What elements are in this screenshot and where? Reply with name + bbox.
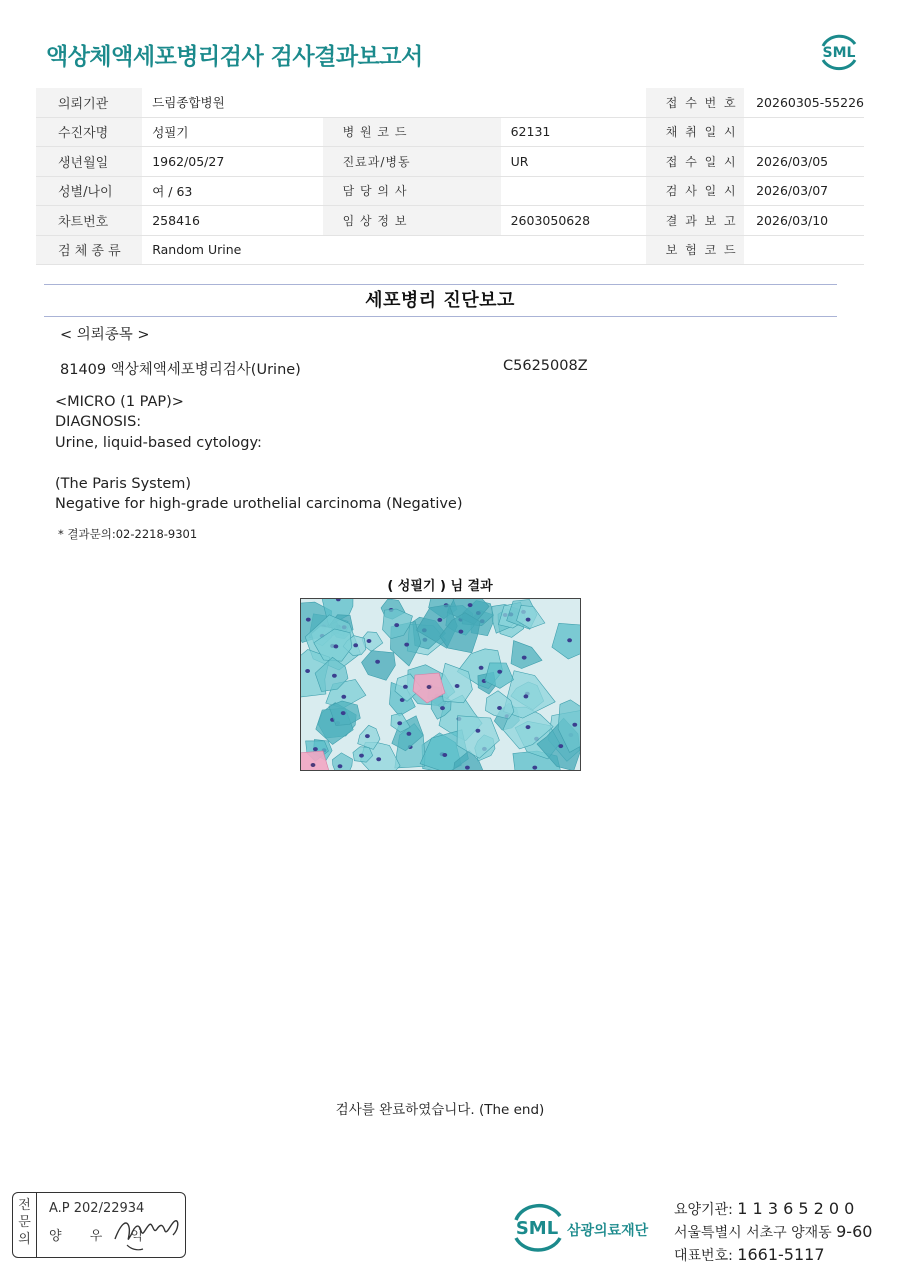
info-row	[36, 117, 864, 147]
info-label	[323, 235, 501, 265]
request-code: C5625008Z	[503, 358, 588, 374]
info-value: UR	[501, 147, 646, 177]
info-label: 차트번호	[36, 206, 142, 236]
request-header: < 의뢰종목 >	[60, 327, 150, 343]
footer-address	[674, 1222, 872, 1242]
info-value: 성필기	[142, 117, 322, 147]
info-value: 20260305-55226	[744, 88, 864, 117]
request-item: 81409 액상체액세포병리검사(Urine)	[60, 362, 301, 378]
info-value	[501, 176, 646, 206]
info-label: 결 과 보 고	[646, 206, 744, 236]
footer-logo-text: SML	[515, 1218, 559, 1239]
section-title: 세포병리 진단보고	[365, 290, 515, 311]
info-label: 접 수 번 호	[646, 88, 744, 117]
info-row	[36, 176, 864, 206]
info-label: 검 사 일 시	[646, 176, 744, 206]
stamp-vertical-label	[13, 1193, 37, 1257]
info-label: 진료과/병동	[323, 147, 501, 177]
sml-ring-logo-icon	[815, 30, 863, 74]
info-value	[744, 117, 864, 147]
pathologist-stamp	[12, 1192, 186, 1258]
inquiry-phone: * 결과문의:02-2218-9301	[58, 527, 198, 541]
info-label: 생년월일	[36, 147, 142, 177]
info-label: 채 취 일 시	[646, 117, 744, 147]
info-value: 2026/03/07	[744, 176, 864, 206]
footer-code-label: 요양기관:	[674, 1202, 733, 1218]
info-value: Random Urine	[142, 235, 322, 265]
diagnosis-result: Negative for high-grade urothelial carcinoma (Negative)	[55, 496, 463, 512]
end-text: 검사를 완료하였습니다. (The end)	[335, 1102, 545, 1118]
stamp-license-code: A.P 202/22934	[49, 1201, 145, 1216]
info-label: 성별/나이	[36, 176, 142, 206]
footer-address-label: 서울특별시 서초구 양재동	[674, 1225, 832, 1241]
footer-phone-value: 1661-5117	[737, 1245, 825, 1264]
cytology-image	[300, 598, 581, 771]
diagnosis-label: DIAGNOSIS:	[55, 414, 142, 430]
sml-logo	[815, 30, 863, 74]
info-row	[36, 235, 864, 265]
stamp-char: 의	[18, 1232, 31, 1247]
stamp-name: 양 우 익	[49, 1229, 155, 1244]
info-value	[501, 235, 646, 265]
bottom-rule	[44, 316, 837, 317]
footer-code-value: 1 1 3 6 5 2 0 0	[737, 1199, 855, 1218]
info-label: 접 수 일 시	[646, 147, 744, 177]
stamp-char: 문	[18, 1215, 31, 1230]
footer-address-value: 9-60	[836, 1222, 873, 1241]
info-label	[323, 88, 501, 117]
org-name: 삼광의료재단	[567, 1223, 649, 1239]
micrograph-cells	[301, 599, 580, 770]
info-row	[36, 147, 864, 177]
info-label: 검 체 종 류	[36, 235, 142, 265]
info-label: 담 당 의 사	[323, 176, 501, 206]
info-value: 1962/05/27	[142, 147, 322, 177]
info-row	[36, 206, 864, 236]
info-label: 보 험 코 드	[646, 235, 744, 265]
image-caption: ( 성필기 ) 님 결과	[387, 579, 493, 594]
info-value	[744, 235, 864, 265]
top-rule	[44, 284, 837, 285]
info-value: 62131	[501, 117, 646, 147]
signature-icon	[109, 1205, 185, 1253]
info-value: 2026/03/05	[744, 147, 864, 177]
paris-system: (The Paris System)	[55, 476, 192, 492]
document-title: 액상체액세포병리검사 검사결과보고서	[46, 44, 423, 70]
samkwang-logo	[510, 1200, 660, 1256]
stamp-char: 전	[18, 1198, 31, 1213]
diagnosis-specimen: Urine, liquid-based cytology:	[55, 435, 262, 451]
info-label: 임 상 정 보	[323, 206, 501, 236]
info-value: 드림종합병원	[142, 88, 322, 117]
sml-logo-text: SML	[822, 45, 856, 61]
info-label: 병 원 코 드	[323, 117, 501, 147]
info-value: 258416	[142, 206, 322, 236]
info-value: 2603050628	[501, 206, 646, 236]
info-label: 의뢰기관	[36, 88, 142, 117]
info-row	[36, 88, 864, 117]
footer-phone-label: 대표번호:	[674, 1248, 733, 1264]
sml-ring-logo-icon	[510, 1200, 660, 1256]
info-value: 여 / 63	[142, 176, 322, 206]
footer-code	[674, 1199, 854, 1219]
info-value	[501, 88, 646, 117]
patient-info-table	[36, 88, 864, 265]
micro-header: <MICRO (1 PAP)>	[55, 394, 184, 410]
info-label: 수진자명	[36, 117, 142, 147]
info-value: 2026/03/10	[744, 206, 864, 236]
footer-phone	[674, 1245, 825, 1265]
